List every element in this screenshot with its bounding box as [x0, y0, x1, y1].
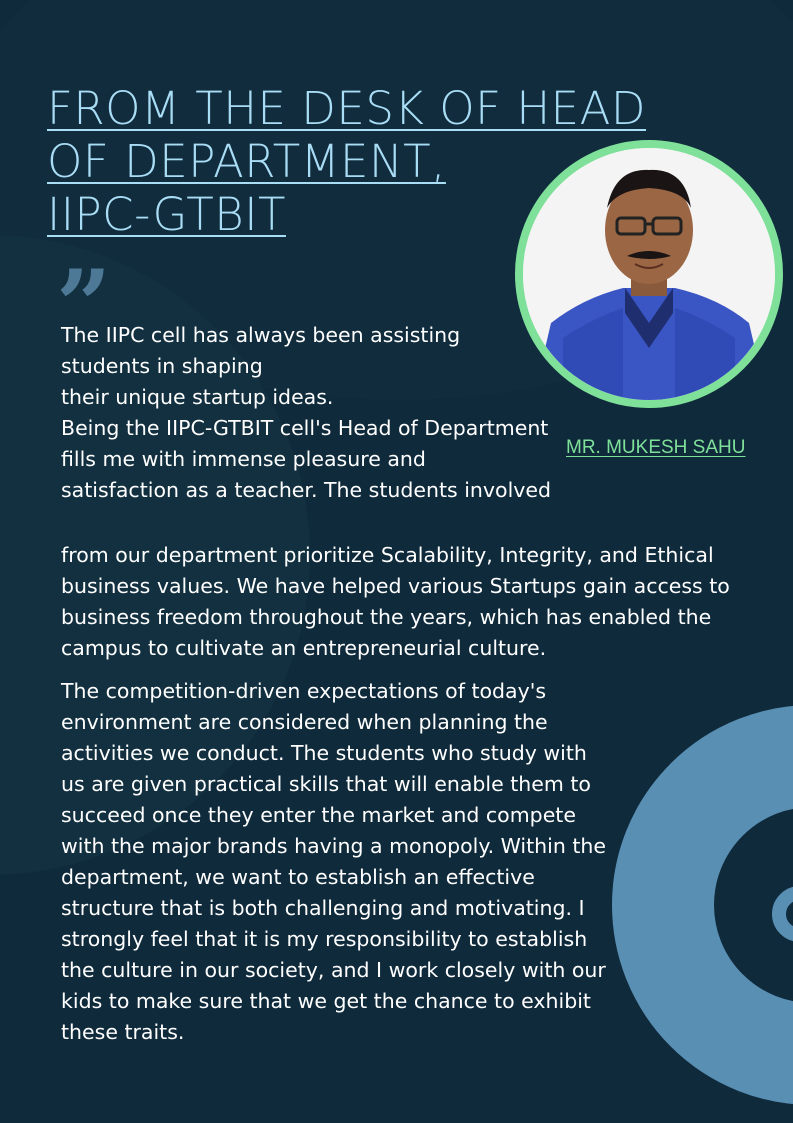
intro-line: fills me with immense pleasure and [61, 447, 426, 471]
profile-name: MR. MUKESH SAHU [566, 437, 746, 458]
intro-paragraph [61, 320, 571, 506]
title-line-2: OF DEPARTMENT, [47, 135, 446, 188]
quote-icon: ” [56, 249, 112, 362]
intro-line: The IIPC cell has always been assisting [61, 323, 461, 347]
intro-line: Being the IIPC-GTBIT cell's Head of Department [61, 416, 549, 440]
intro-line: their unique startup ideas. [61, 385, 334, 409]
body-paragraph-3: The competition-driven expectations of today's environment are considered when planning the activities we conduct. The students who study with us are given practical skills that will enable them to succeed once they enter the market and compete with the major brands having a monopoly. Within the department, we want to establish an effective structure that is both challenging and motivating. I strongly feel that it is my responsibility to establish the culture in our society, and I work closely with our kids to make sure that we get the chance to exhibit these traits. [61, 679, 607, 1044]
intro-line: satisfaction as a teacher. The students involved [61, 478, 552, 502]
intro-line: students in shaping [61, 354, 263, 378]
title-line-1: FROM THE DESK OF HEAD [47, 82, 647, 135]
body-paragraph-2: from our department prioritize Scalability, Integrity, and Ethical business values. We have helped various Startups gain access to business freedom throughout the years, which has enabled the campus to cultivate an entrepreneurial culture. [61, 543, 730, 660]
decorative-ring-large [612, 705, 793, 1105]
title-line-3: IIPC-GTBIT [47, 188, 286, 241]
